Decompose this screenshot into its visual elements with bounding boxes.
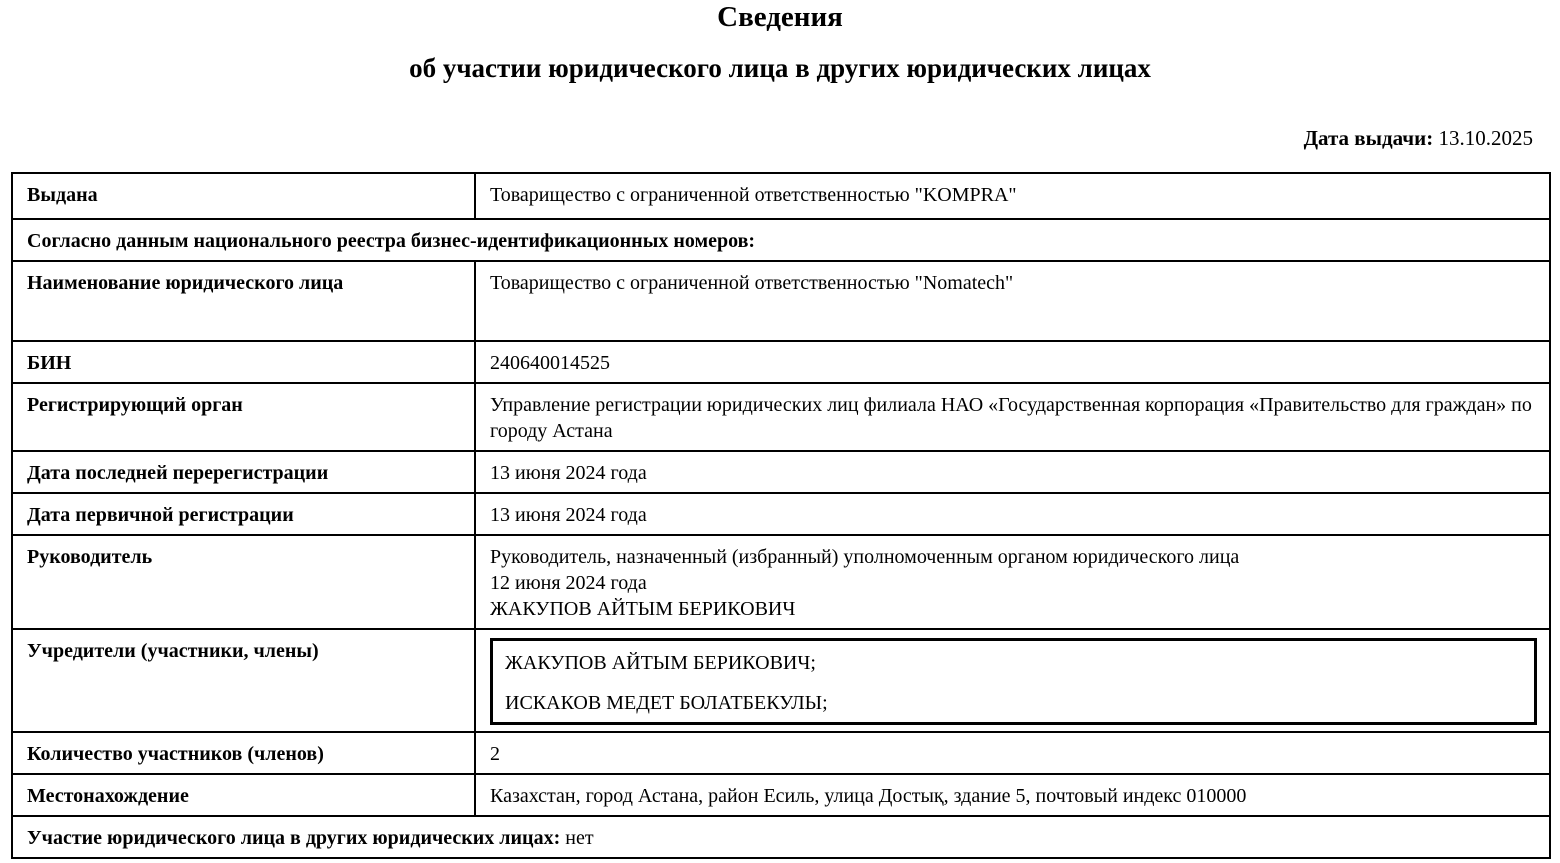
row-entity-name [12, 261, 1550, 341]
row-participants-count [12, 732, 1550, 774]
participation-label: Участие юридического лица в других юридических лицах: [27, 826, 561, 849]
issued-to-label: Выдана [12, 173, 475, 219]
document-title: Сведения [717, 1, 843, 33]
founders-value [475, 629, 1550, 732]
bin-value: 240640014525 [475, 341, 1550, 383]
entity-name-value: Товарищество с ограниченной ответственностью "Nomatech" [475, 261, 1550, 341]
head-value [475, 535, 1550, 629]
row-initial-registration-date [12, 493, 1550, 535]
row-participation [12, 816, 1550, 858]
issue-date-value: 13.10.2025 [1433, 125, 1533, 150]
row-registry-note [12, 219, 1550, 261]
founder-item-1: ЖАКУПОВ АЙТЫМ БЕРИКОВИЧ; [505, 651, 816, 674]
founder-item-2: ИСКАКОВ МЕДЕТ БОЛАТБЕКУЛЫ; [505, 691, 828, 714]
issued-to-value: Товарищество с ограниченной ответственностью "KOMPRA" [475, 173, 1550, 219]
last-reregistration-date-label: Дата последней перерегистрации [12, 451, 475, 493]
row-last-reregistration-date [12, 451, 1550, 493]
row-bin [12, 341, 1550, 383]
row-head [12, 535, 1550, 629]
entity-name-label: Наименование юридического лица [12, 261, 475, 341]
registry-note: Согласно данным национального реестра бизнес-идентификационных номеров: [12, 219, 1550, 261]
head-date-line: 12 июня 2024 года [490, 571, 647, 594]
issue-date-label: Дата выдачи: [1303, 125, 1434, 150]
participation-row [12, 816, 1550, 858]
initial-registration-date-value: 13 июня 2024 года [475, 493, 1550, 535]
founders-box [490, 638, 1537, 725]
last-reregistration-date-value: 13 июня 2024 года [475, 451, 1550, 493]
head-appointment-line: Руководитель, назначенный (избранный) уполномоченным органом юридического лица [490, 545, 1240, 568]
document-subtitle: об участии юридического лица в других юридических лицах [409, 52, 1151, 83]
row-location [12, 774, 1550, 816]
row-founders [12, 629, 1550, 732]
registration-authority-label: Регистрирующий орган [12, 383, 475, 451]
initial-registration-date-label: Дата первичной регистрации [12, 493, 475, 535]
registration-authority-value: Управление регистрации юридических лиц филиала НАО «Государственная корпорация «Правительство для граждан» по городу Астана [475, 383, 1550, 451]
row-issued-to [12, 173, 1550, 219]
row-registration-authority [12, 383, 1550, 451]
info-table [11, 172, 1551, 859]
issue-date [11, 126, 1549, 151]
participants-count-label: Количество участников (членов) [12, 732, 475, 774]
participants-count-value: 2 [475, 732, 1550, 774]
head-name-line: ЖАКУПОВ АЙТЫМ БЕРИКОВИЧ [490, 597, 796, 620]
participation-value: нет [560, 826, 594, 849]
location-label: Местонахождение [12, 774, 475, 816]
location-value: Казахстан, город Астана, район Есиль, улица Достық, здание 5, почтовый индекс 010000 [475, 774, 1550, 816]
head-label: Руководитель [12, 535, 475, 629]
bin-label: БИН [12, 341, 475, 383]
founders-label: Учредители (участники, члены) [12, 629, 475, 732]
